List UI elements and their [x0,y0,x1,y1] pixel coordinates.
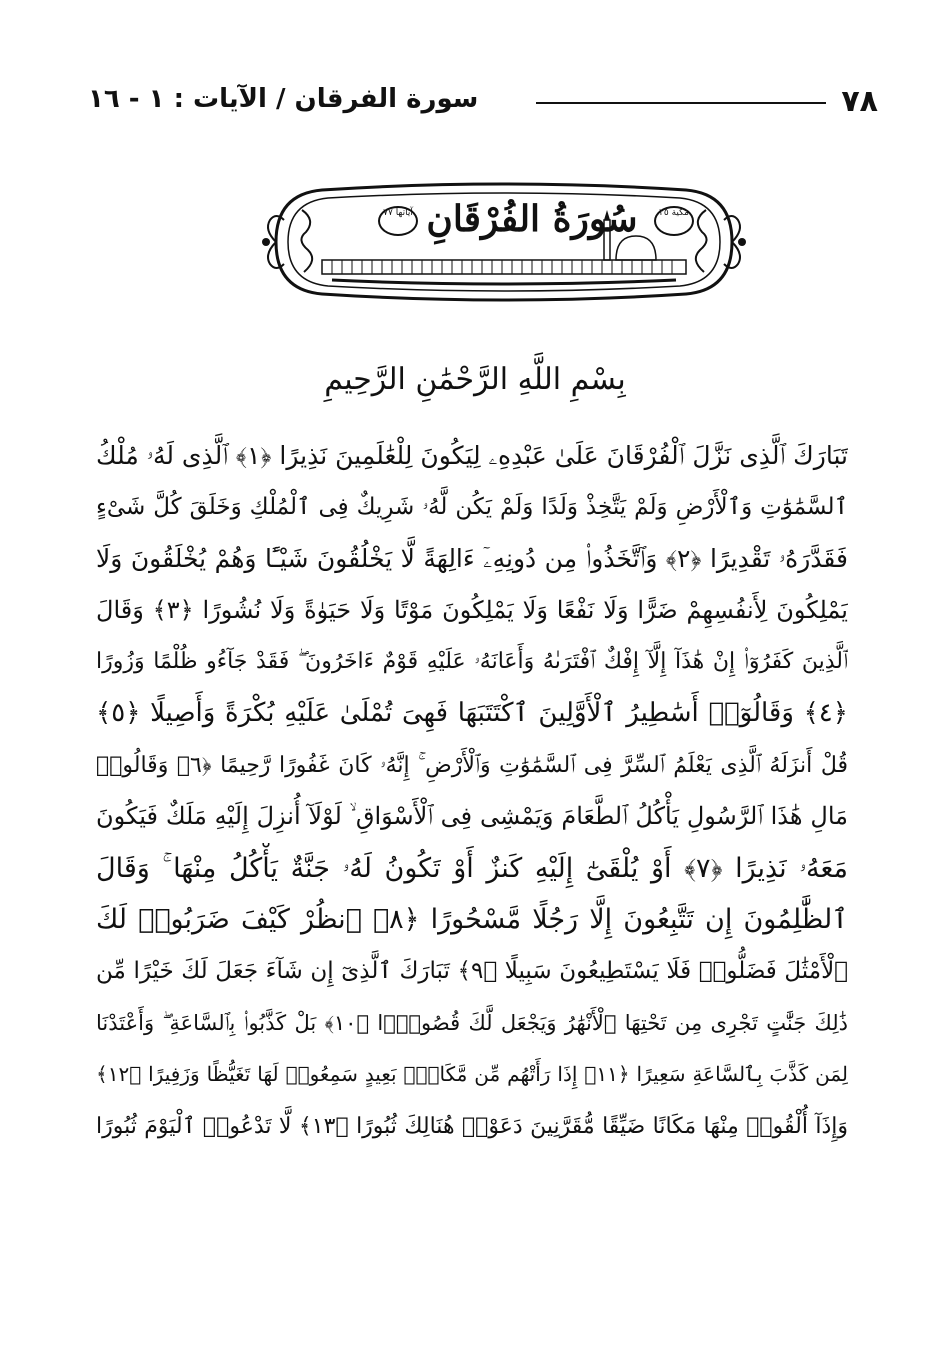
verse-line: ذَٰلِكَ جَنَّٰتٍ تَجْرِى مِن تَحْتِهَا ٱلْأَنْهَٰرُ وَيَجْعَل لَّكَ قُصُورًۢا ﴿١٠﴾ بَلْ كَذَّبُوا۟ بِٱلسَّاعَةِ ۖ وَأَعْتَدْنَا [96,1010,848,1035]
surah-banner [262,180,746,304]
ayah-count-medallion: آياتها ٧٧ [378,206,418,236]
verse-line: ٱلسَّمَٰوَٰتِ وَٱلْأَرْضِ وَلَمْ يَتَّخِذْ وَلَدًا وَلَمْ يَكُن لَّهُۥ شَرِيكٌ فِى ٱلْمُلْكِ وَخَلَقَ كُلَّ شَىْءٍ [96,493,848,520]
verse-line: مَعَهُۥ نَذِيرًا ﴿٧﴾ أَوْ يُلْقَىٰٓ إِلَيْهِ كَنزٌ أَوْ تَكُونُ لَهُۥ جَنَّةٌ يَأْكُلُ مِنْهَا ۚ وَقَالَ [96,852,848,884]
surah-order-medallion: مكية ٢٥ [654,206,694,236]
surah-name: سُورَةُ الفُرْقَانِ [426,198,638,240]
basmala: بِسْمِ اللَّهِ الرَّحْمَٰنِ الرَّحِيمِ [324,362,626,397]
verse-line: ٱلْأَمْثَٰلَ فَضَلُّوا۟ فَلَا يَسْتَطِيعُونَ سَبِيلًا ﴿٩﴾ تَبَارَكَ ٱلَّذِىٓ إِن شَآءَ جَعَلَ لَكَ خَيْرًا مِّن [96,957,848,984]
header-title: سورة الفرقان / الآيات : ١ - ١٦ [88,84,479,114]
verse-line: قُلْ أَنزَلَهُ ٱلَّذِى يَعْلَمُ ٱلسِّرَّ فِى ٱلسَّمَٰوَٰتِ وَٱلْأَرْضِ ۚ إِنَّهُۥ كَانَ غَفُورًا رَّحِيمًا ﴿٦﴾ وَقَالُوا۟ [96,752,848,778]
verse-text [96,430,848,1152]
page-header [88,78,878,122]
verse-line: فَقَدَّرَهُۥ تَقْدِيرًا ﴿٢﴾ وَٱتَّخَذُوا۟ مِن دُونِهِۦٓ ءَالِهَةً لَّا يَخْلُقُونَ شَيْـًٔا وَهُمْ يُخْلَقُونَ وَلَا [96,544,848,574]
verse-line: يَمْلِكُونَ لِأَنفُسِهِمْ ضَرًّا وَلَا نَفْعًا وَلَا يَمْلِكُونَ مَوْتًا وَلَا حَيَوٰةً وَلَا نُشُورًا ﴿٣﴾ وَقَالَ [96,595,848,624]
verse-line: ٱلَّذِينَ كَفَرُوٓا۟ إِنْ هَٰذَآ إِلَّآ إِفْكٌ ٱفْتَرَىٰهُ وَأَعَانَهُۥ عَلَيْهِ قَوْمٌ ءَاخَرُونَ ۖ فَقَدْ جَآءُو ظُلْمًا وَزُورًا [96,649,848,675]
verse-line: وَإِذَآ أُلْقُوا۟ مِنْهَا مَكَانًا ضَيِّقًا مُّقَرَّنِينَ دَعَوْا۟ هُنَالِكَ ثُبُورًا ﴿١٣﴾ لَّا تَدْعُوا۟ ٱلْيَوْمَ ثُبُورًا [96,1113,848,1139]
verse-line: ٱلظَّٰلِمُونَ إِن تَتَّبِعُونَ إِلَّا رَجُلًا مَّسْحُورًا ﴿٨﴾ ٱنظُرْ كَيْفَ ضَرَبُوا۟ لَكَ [96,904,848,936]
verse-line: ﴿٤﴾ وَقَالُوٓا۟ أَسَٰطِيرُ ٱلْأَوَّلِينَ ٱكْتَتَبَهَا فَهِىَ تُمْلَىٰ عَلَيْهِ بُكْرَةً وَأَصِيلًا ﴿٥﴾ [96,697,848,728]
header-rule [536,102,826,104]
verse-line: تَبَارَكَ ٱلَّذِى نَزَّلَ ٱلْفُرْقَانَ عَلَىٰ عَبْدِهِۦ لِيَكُونَ لِلْعَٰلَمِينَ نَذِيرًا ﴿١﴾ ٱلَّذِى لَهُۥ مُلْكُ [96,441,848,470]
verse-line: لِمَن كَذَّبَ بِٱلسَّاعَةِ سَعِيرًا ﴿١١﴾ إِذَا رَأَتْهُم مِّن مَّكَانٍۭ بَعِيدٍ سَمِعُوا۟ لَهَا تَغَيُّظًا وَزَفِيرًا ﴿١٢﴾ [96,1062,848,1087]
verse-line: مَالِ هَٰذَا ٱلرَّسُولِ يَأْكُلُ ٱلطَّعَامَ وَيَمْشِى فِى ٱلْأَسْوَاقِ ۙ لَوْلَآ أُنزِلَ إِلَيْهِ مَلَكٌ فَيَكُونَ [96,802,848,831]
page-number: ٧٨ [841,84,878,119]
